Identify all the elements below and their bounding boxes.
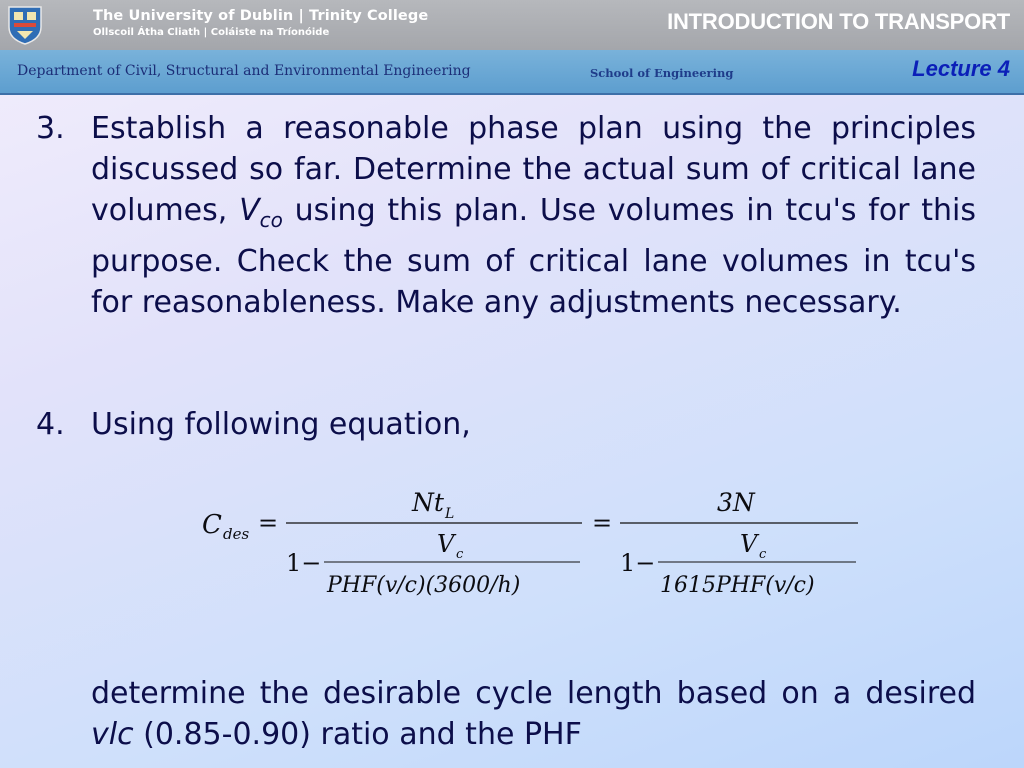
- vlc-term: vlc: [91, 717, 134, 752]
- eq-frac1-inner-numerator-subscript: c: [456, 547, 464, 562]
- eq-frac2-one-minus: 1−: [620, 549, 656, 577]
- school-name: School of Engineering: [590, 66, 734, 80]
- eq-frac1-inner-denominator: PHF(v/c)(3600/h): [327, 573, 521, 598]
- lecture-number: Lecture 4: [912, 56, 1010, 81]
- item-number-3: 3.: [36, 111, 65, 146]
- eq-lhs-subscript: des: [223, 525, 250, 543]
- cycle-length-equation: [190, 478, 870, 608]
- eq-frac2-inner-denominator: 1615PHF(v/c): [660, 573, 815, 598]
- vco-symbol-subscript: co: [259, 208, 283, 232]
- department-name: Department of Civil, Structural and Environmental Engineering: [17, 63, 471, 79]
- item-3-text-part1: Establish a reasonable phase plan using the principles discussed so far. Determine the actual sum of critical lane volumes,: [91, 111, 976, 228]
- university-name-irish: Ollscoil Átha Cliath | Coláiste na Tríonóide: [93, 27, 330, 38]
- item-number-4: 4.: [36, 407, 65, 442]
- trinity-crest-logo: [7, 5, 43, 45]
- university-header-bar: [0, 0, 1024, 50]
- vco-symbol-base: V: [239, 193, 260, 228]
- eq-frac1-numerator: Nt: [412, 488, 444, 517]
- department-header-bar: [0, 50, 1024, 95]
- eq-equals-2: =: [592, 509, 613, 537]
- eq-frac2-numerator: 3N: [717, 488, 755, 517]
- vco-symbol: [239, 193, 283, 232]
- eq-equals-1: =: [258, 509, 279, 537]
- eq-frac1-one-minus: 1−: [286, 549, 322, 577]
- eq-frac2-inner-numerator: V: [740, 530, 758, 558]
- eq-frac2-inner-numerator-subscript: c: [759, 547, 767, 562]
- closing-text-part2: (0.85-0.90) ratio and the PHF: [133, 717, 582, 752]
- eq-frac1-inner-numerator: V: [437, 530, 455, 558]
- item-text-4: Using following equation,: [91, 407, 471, 442]
- closing-text-part1: determine the desirable cycle length based on a desired: [91, 676, 976, 711]
- item-text-3: [91, 108, 976, 323]
- eq-lhs-symbol: C: [202, 510, 222, 540]
- closing-paragraph: [91, 673, 976, 755]
- eq-frac1-numerator-subscript: L: [445, 506, 455, 522]
- item-3-text-part2: using this plan. Use volumes in tcu's for this purpose. Check the sum of critical lane volumes in tcu's for reasonableness. Make any adjustments necessary.: [91, 193, 976, 320]
- course-title: INTRODUCTION TO TRANSPORT: [667, 9, 1010, 34]
- university-name: The University of Dublin | Trinity College: [93, 8, 429, 24]
